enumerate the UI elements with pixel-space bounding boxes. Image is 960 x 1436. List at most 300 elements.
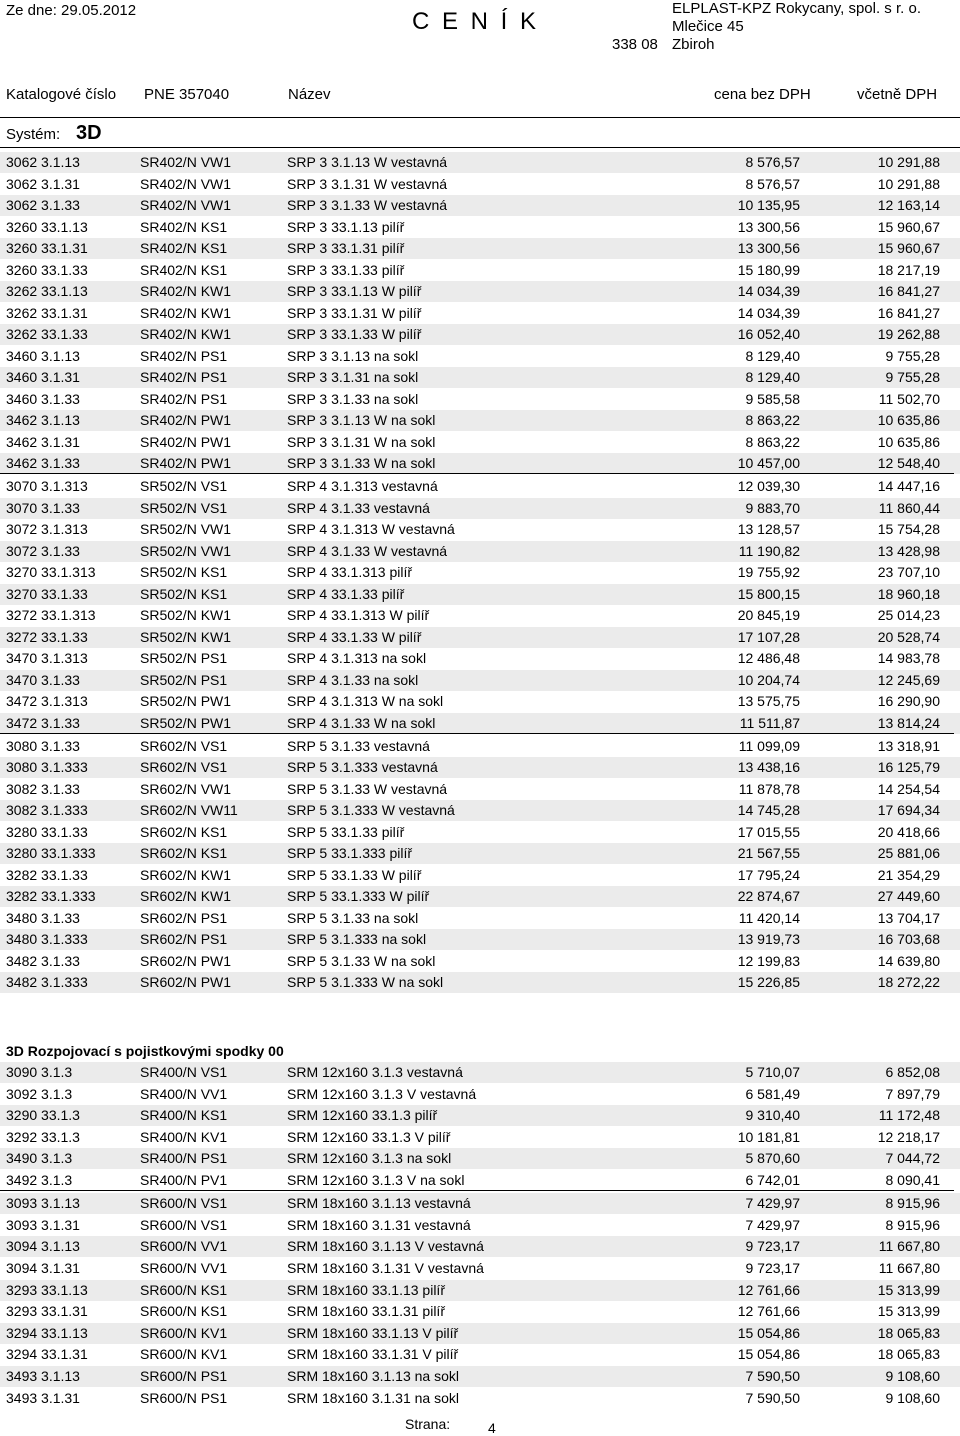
table-row (0, 1388, 960, 1409)
table-row (0, 584, 960, 605)
pne-code: SR402/N PS1 (140, 369, 228, 385)
price-with-vat: 14 254,54 (877, 780, 940, 797)
catalog-number: 3280 33.1.33 (6, 823, 88, 840)
product-name: SRP 3 33.1.33 W pilíř (287, 326, 422, 342)
table-row (0, 865, 960, 886)
table-row (0, 627, 960, 648)
pne-code: SR600/N VS1 (140, 1216, 228, 1233)
table-row (0, 281, 960, 302)
pne-code: SR602/N KW1 (140, 866, 232, 883)
product-name: SRP 3 3.1.13 na sokl (287, 347, 419, 364)
table-row (0, 1280, 960, 1301)
price-without-vat: 7 590,50 (745, 1389, 800, 1406)
price-without-vat: 9 585,58 (745, 390, 800, 407)
product-name: SRP 5 3.1.33 na sokl (287, 909, 419, 926)
table-row (0, 195, 960, 216)
price-without-vat: 11 420,14 (738, 909, 800, 926)
table-row (0, 757, 960, 778)
catalog-number: 3480 3.1.33 (6, 909, 80, 926)
product-name: SRP 5 3.1.333 na sokl (287, 931, 427, 947)
product-name: SRP 4 33.1.313 W pilíř (287, 607, 430, 623)
pne-code: SR502/N PS1 (140, 650, 228, 666)
catalog-number: 3460 3.1.31 (6, 369, 80, 385)
price-with-vat: 8 090,41 (885, 1172, 940, 1188)
catalog-number: 3492 3.1.3 (6, 1172, 73, 1188)
table-row (0, 800, 960, 821)
catalog-number: 3093 3.1.13 (6, 1195, 80, 1212)
table-row (0, 410, 960, 431)
price-with-vat: 18 065,83 (877, 1324, 940, 1341)
price-with-vat: 21 354,29 (877, 866, 940, 883)
group-divider (0, 473, 954, 474)
product-name: SRM 12x160 33.1.3 V pilíř (287, 1128, 451, 1145)
product-name: SRP 5 33.1.333 pilíř (287, 845, 413, 861)
catalog-number: 3462 3.1.13 (6, 412, 80, 428)
catalog-number: 3462 3.1.33 (6, 455, 80, 471)
price-without-vat: 12 039,30 (737, 478, 800, 494)
table-row (0, 1236, 960, 1257)
table-row (0, 217, 960, 238)
pne-code: SR602/N VS1 (140, 759, 228, 775)
catalog-number: 3080 3.1.333 (6, 759, 88, 775)
product-name: SRP 4 3.1.33 W vestavná (287, 542, 448, 559)
price-without-vat: 13 128,57 (737, 521, 800, 537)
catalog-number: 3490 3.1.3 (6, 1150, 73, 1167)
pne-code: SR502/N PS1 (140, 671, 228, 688)
price-without-vat: 11 099,09 (738, 737, 800, 754)
group-divider (0, 733, 954, 734)
price-with-vat: 15 754,28 (877, 521, 940, 537)
pne-code: SR600/N PS1 (140, 1389, 228, 1406)
price-without-vat: 17 015,55 (737, 823, 800, 840)
pne-code: SR602/N VW11 (140, 802, 238, 818)
price-with-vat: 18 065,83 (877, 1346, 940, 1363)
price-without-vat: 13 919,73 (737, 931, 800, 947)
catalog-number: 3482 3.1.33 (6, 952, 80, 969)
date-label: Ze dne: 29.05.2012 (6, 2, 137, 19)
catalog-number: 3094 3.1.13 (6, 1238, 80, 1255)
price-without-vat: 15 226,85 (737, 974, 800, 990)
price-without-vat: 8 576,57 (745, 154, 800, 170)
pne-code: SR402/N PS1 (140, 390, 228, 407)
catalog-number: 3470 3.1.313 (6, 650, 88, 666)
catalog-number: 3292 33.1.3 (6, 1128, 80, 1145)
catalog-number: 3460 3.1.13 (6, 347, 80, 364)
table-row (0, 498, 960, 519)
catalog-number: 3092 3.1.3 (6, 1085, 73, 1102)
product-name: SRP 3 33.1.31 W pilíř (287, 304, 422, 321)
pne-code: SR402/N KW1 (140, 283, 232, 299)
product-name: SRP 3 3.1.13 W vestavná (287, 154, 448, 170)
catalog-number: 3294 33.1.13 (6, 1324, 88, 1341)
price-without-vat: 14 745,28 (737, 802, 800, 818)
pne-code: SR600/N VV1 (140, 1259, 228, 1276)
price-with-vat: 10 635,86 (877, 412, 940, 428)
price-with-vat: 12 548,40 (877, 455, 940, 471)
price-with-vat: 12 218,17 (877, 1128, 940, 1145)
pne-code: SR602/N KW1 (140, 888, 232, 904)
pne-code: SR602/N KS1 (140, 845, 228, 861)
product-name: SRM 12x160 33.1.3 pilíř (287, 1107, 438, 1124)
product-name: SRM 18x160 33.1.31 V pilíř (287, 1346, 459, 1363)
product-name: SRP 5 3.1.333 W na sokl (287, 974, 444, 990)
table-row (0, 541, 960, 562)
pne-code: SR502/N PW1 (140, 714, 232, 731)
price-without-vat: 15 054,86 (737, 1346, 800, 1363)
product-name: SRP 4 3.1.33 na sokl (287, 671, 419, 688)
pne-code: SR402/N KS1 (140, 240, 228, 256)
catalog-number: 3062 3.1.13 (6, 154, 80, 170)
price-without-vat: 6 581,49 (745, 1085, 800, 1102)
pne-code: SR600/N KV1 (140, 1324, 228, 1341)
price-without-vat: 7 429,97 (745, 1195, 800, 1212)
table-row (0, 822, 960, 843)
catalog-number: 3070 3.1.313 (6, 478, 88, 494)
price-with-vat: 10 291,88 (877, 154, 940, 170)
price-with-vat: 10 635,86 (877, 433, 940, 450)
catalog-number: 3282 33.1.33 (6, 866, 88, 883)
pne-code: SR502/N VS1 (140, 478, 228, 494)
catalog-number: 3093 3.1.31 (6, 1216, 80, 1233)
price-with-vat: 25 014,23 (877, 607, 940, 623)
catalog-number: 3094 3.1.31 (6, 1259, 80, 1276)
price-without-vat: 8 863,22 (745, 433, 800, 450)
pne-code: SR502/N KS1 (140, 585, 228, 602)
table-row (0, 670, 960, 691)
catalog-number: 3082 3.1.333 (6, 802, 88, 818)
catalog-number: 3072 3.1.33 (6, 542, 80, 559)
table-row (0, 174, 960, 195)
pne-code: SR502/N VW1 (140, 521, 232, 537)
table-row (0, 152, 960, 173)
price-with-vat: 18 960,18 (877, 585, 940, 602)
product-name: SRM 12x160 3.1.3 V na sokl (287, 1172, 465, 1188)
catalog-number: 3472 3.1.33 (6, 714, 80, 731)
price-without-vat: 19 755,92 (737, 564, 800, 580)
price-without-vat: 13 300,56 (737, 218, 800, 235)
catalog-number: 3072 3.1.313 (6, 521, 88, 537)
product-name: SRP 5 3.1.333 vestavná (287, 759, 438, 775)
table-row (0, 562, 960, 583)
product-name: SRP 4 33.1.313 pilíř (287, 564, 413, 580)
document-title: C E N Í K (412, 8, 540, 35)
catalog-number: 3480 3.1.333 (6, 931, 88, 947)
price-with-vat: 9 755,28 (885, 369, 940, 385)
product-name: SRP 5 3.1.33 W vestavná (287, 780, 448, 797)
product-name: SRP 3 3.1.33 W vestavná (287, 197, 448, 213)
table-row (0, 1193, 960, 1214)
table-row (0, 367, 960, 388)
catalog-number: 3062 3.1.31 (6, 175, 80, 192)
price-with-vat: 9 108,60 (885, 1389, 940, 1406)
table-row (0, 1105, 960, 1126)
product-name: SRP 4 3.1.313 W vestavná (287, 521, 455, 537)
pne-code: SR402/N PW1 (140, 455, 232, 471)
system-rule (0, 147, 960, 148)
price-with-vat: 16 703,68 (877, 931, 940, 947)
product-name: SRP 5 33.1.33 pilíř (287, 823, 405, 840)
product-name: SRP 4 3.1.313 vestavná (287, 478, 438, 494)
catalog-number: 3462 3.1.31 (6, 433, 80, 450)
price-without-vat: 15 800,15 (737, 585, 800, 602)
product-name: SRP 4 3.1.313 na sokl (287, 650, 427, 666)
product-name: SRM 18x160 3.1.13 vestavná (287, 1195, 471, 1212)
catalog-number: 3260 33.1.13 (6, 218, 88, 235)
price-with-vat: 14 983,78 (877, 650, 940, 666)
table-row (0, 929, 960, 950)
price-with-vat: 8 915,96 (885, 1195, 940, 1212)
price-with-vat: 20 418,66 (877, 823, 940, 840)
table-row (0, 951, 960, 972)
company-zip: 338 08 (612, 36, 658, 53)
price-without-vat: 15 180,99 (737, 261, 800, 278)
price-without-vat: 21 567,55 (737, 845, 800, 861)
price-without-vat: 15 054,86 (737, 1324, 800, 1341)
table-row (0, 346, 960, 367)
pne-code: SR400/N PV1 (140, 1172, 228, 1188)
price-without-vat: 10 181,81 (737, 1128, 800, 1145)
price-with-vat: 11 667,80 (878, 1238, 940, 1255)
product-name: SRP 3 33.1.13 W pilíř (287, 283, 422, 299)
table-row (0, 1170, 960, 1191)
price-without-vat: 10 457,00 (737, 455, 800, 471)
product-name: SRP 5 3.1.33 vestavná (287, 737, 430, 754)
catalog-number: 3290 33.1.3 (6, 1107, 80, 1124)
price-without-vat: 11 878,78 (738, 780, 800, 797)
system-label: Systém: (6, 126, 61, 143)
price-with-vat: 15 960,67 (877, 218, 940, 235)
catalog-number: 3090 3.1.3 (6, 1064, 73, 1080)
product-name: SRP 4 33.1.33 pilíř (287, 585, 405, 602)
price-with-vat: 14 447,16 (877, 478, 940, 494)
price-with-vat: 17 694,34 (877, 802, 940, 818)
price-with-vat: 18 272,22 (877, 974, 940, 990)
table-row (0, 1323, 960, 1344)
product-name: SRP 3 33.1.33 pilíř (287, 261, 405, 278)
table-row (0, 519, 960, 540)
catalog-number: 3293 33.1.13 (6, 1281, 88, 1298)
catalog-number: 3294 33.1.31 (6, 1346, 88, 1363)
product-name: SRM 18x160 3.1.13 na sokl (287, 1367, 459, 1384)
price-without-vat: 12 761,66 (737, 1281, 800, 1298)
price-without-vat: 10 135,95 (737, 197, 800, 213)
table-row (0, 303, 960, 324)
price-with-vat: 20 528,74 (877, 628, 940, 645)
catalog-number: 3080 3.1.33 (6, 737, 80, 754)
pne-code: SR600/N VS1 (140, 1195, 228, 1212)
product-name: SRP 3 3.1.31 W na sokl (287, 433, 436, 450)
product-name: SRM 12x160 3.1.3 na sokl (287, 1150, 452, 1167)
product-name: SRP 5 33.1.33 W pilíř (287, 866, 422, 883)
table-row (0, 1127, 960, 1148)
catalog-number: 3460 3.1.33 (6, 390, 80, 407)
price-with-vat: 16 841,27 (877, 283, 940, 299)
price-with-vat: 13 704,17 (877, 909, 940, 926)
pne-code: SR600/N VV1 (140, 1238, 228, 1255)
pne-code: SR402/N KS1 (140, 218, 228, 235)
price-without-vat: 20 845,19 (737, 607, 800, 623)
price-with-vat: 18 217,19 (877, 261, 940, 278)
product-name: SRP 3 3.1.33 W na sokl (287, 455, 436, 471)
product-name: SRM 12x160 3.1.3 V vestavná (287, 1085, 477, 1102)
catalog-number: 3470 3.1.33 (6, 671, 80, 688)
pne-code: SR402/N VW1 (140, 154, 232, 170)
company-name: ELPLAST-KPZ Rokycany, spol. s r. o. (672, 0, 921, 17)
table-row (0, 1148, 960, 1169)
table-row (0, 238, 960, 259)
table-row (0, 1062, 960, 1083)
price-with-vat: 7 044,72 (885, 1150, 940, 1167)
product-name: SRP 5 3.1.33 W na sokl (287, 952, 436, 969)
pne-code: SR600/N KV1 (140, 1346, 228, 1363)
column-header-catalog: Katalogové číslo (6, 86, 117, 103)
price-without-vat: 12 486,48 (737, 650, 800, 666)
pne-code: SR400/N KV1 (140, 1128, 228, 1145)
table-row (0, 736, 960, 757)
price-with-vat: 16 841,27 (877, 304, 940, 321)
product-name: SRP 3 3.1.31 na sokl (287, 369, 419, 385)
price-without-vat: 17 795,24 (737, 866, 800, 883)
product-name: SRM 18x160 33.1.13 pilíř (287, 1281, 445, 1298)
price-without-vat: 14 034,39 (737, 304, 800, 321)
table-row (0, 648, 960, 669)
product-name: SRP 4 3.1.33 W na sokl (287, 714, 436, 731)
product-name: SRP 5 3.1.333 W vestavná (287, 802, 455, 818)
product-name: SRP 4 33.1.33 W pilíř (287, 628, 422, 645)
pne-code: SR402/N VW1 (140, 197, 232, 213)
price-without-vat: 13 438,16 (737, 759, 800, 775)
price-with-vat: 11 502,70 (878, 390, 940, 407)
column-header-price-vat: včetně DPH (857, 86, 938, 103)
price-without-vat: 14 034,39 (737, 283, 800, 299)
company-street: Mlečice 45 (672, 18, 744, 35)
price-without-vat: 7 429,97 (745, 1216, 800, 1233)
pne-code: SR402/N PW1 (140, 433, 232, 450)
table-row (0, 1301, 960, 1322)
pne-code: SR602/N PW1 (140, 952, 232, 969)
table-row (0, 260, 960, 281)
pne-code: SR402/N PW1 (140, 412, 232, 428)
pne-code: SR402/N KW1 (140, 326, 232, 342)
price-without-vat: 8 576,57 (745, 175, 800, 192)
price-with-vat: 15 313,99 (877, 1281, 940, 1298)
pne-code: SR502/N KW1 (140, 607, 232, 623)
pne-code: SR400/N PS1 (140, 1150, 228, 1167)
product-name: SRP 3 3.1.33 na sokl (287, 390, 419, 407)
table-row (0, 1084, 960, 1105)
pne-code: SR600/N PS1 (140, 1367, 228, 1384)
price-with-vat: 12 245,69 (877, 671, 940, 688)
pne-code: SR602/N KS1 (140, 823, 228, 840)
catalog-number: 3280 33.1.333 (6, 845, 96, 861)
catalog-number: 3482 3.1.333 (6, 974, 88, 990)
price-without-vat: 10 204,74 (737, 671, 800, 688)
price-without-vat: 13 575,75 (737, 693, 800, 709)
pne-code: SR602/N PS1 (140, 931, 228, 947)
pne-code: SR602/N VS1 (140, 737, 228, 754)
price-without-vat: 8 129,40 (745, 369, 800, 385)
catalog-number: 3272 33.1.33 (6, 628, 88, 645)
table-row (0, 1258, 960, 1279)
catalog-number: 3493 3.1.13 (6, 1367, 80, 1384)
product-name: SRM 18x160 3.1.31 na sokl (287, 1389, 459, 1406)
pne-code: SR600/N KS1 (140, 1303, 228, 1320)
price-without-vat: 22 874,67 (737, 888, 800, 904)
price-without-vat: 8 129,40 (745, 347, 800, 364)
product-name: SRP 4 3.1.33 vestavná (287, 499, 430, 516)
price-with-vat: 16 290,90 (877, 693, 940, 709)
group-divider (0, 1190, 954, 1191)
price-with-vat: 13 428,98 (877, 542, 940, 559)
table-row (0, 1344, 960, 1365)
price-without-vat: 6 742,01 (745, 1172, 800, 1188)
table-row (0, 389, 960, 410)
catalog-number: 3062 3.1.33 (6, 197, 80, 213)
product-name: SRM 18x160 3.1.31 vestavná (287, 1216, 471, 1233)
product-name: SRP 3 33.1.13 pilíř (287, 218, 405, 235)
catalog-number: 3260 33.1.33 (6, 261, 88, 278)
table-row (0, 713, 960, 734)
price-without-vat: 11 511,87 (739, 714, 800, 731)
pne-code: SR602/N PW1 (140, 974, 232, 990)
price-without-vat: 13 300,56 (737, 240, 800, 256)
price-with-vat: 10 291,88 (877, 175, 940, 192)
pne-code: SR602/N PS1 (140, 909, 228, 926)
pne-code: SR600/N KS1 (140, 1281, 228, 1298)
price-with-vat: 16 125,79 (877, 759, 940, 775)
product-name: SRP 3 3.1.13 W na sokl (287, 412, 436, 428)
price-without-vat: 8 863,22 (745, 412, 800, 428)
pne-code: SR502/N VS1 (140, 499, 228, 516)
price-with-vat: 11 860,44 (878, 499, 940, 516)
price-with-vat: 9 755,28 (885, 347, 940, 364)
table-row (0, 324, 960, 345)
pne-code: SR402/N KS1 (140, 261, 228, 278)
price-with-vat: 7 897,79 (885, 1085, 940, 1102)
pne-code: SR502/N PW1 (140, 693, 232, 709)
price-without-vat: 11 190,82 (738, 542, 800, 559)
catalog-number: 3270 33.1.33 (6, 585, 88, 602)
price-with-vat: 12 163,14 (877, 197, 940, 213)
catalog-number: 3282 33.1.333 (6, 888, 96, 904)
table-row (0, 972, 960, 993)
price-without-vat: 9 310,40 (745, 1107, 800, 1124)
page-label: Strana: (405, 1416, 451, 1432)
price-without-vat: 17 107,28 (737, 628, 800, 645)
catalog-number: 3472 3.1.313 (6, 693, 88, 709)
product-name: SRP 5 33.1.333 W pilíř (287, 888, 430, 904)
price-with-vat: 6 852,08 (885, 1064, 940, 1080)
pne-code: SR402/N PS1 (140, 347, 228, 364)
pne-code: SR502/N KW1 (140, 628, 232, 645)
pne-code: SR400/N VV1 (140, 1085, 228, 1102)
price-with-vat: 23 707,10 (877, 564, 940, 580)
column-header-pne: PNE 357040 (144, 86, 230, 103)
catalog-number: 3262 33.1.33 (6, 326, 88, 342)
price-without-vat: 9 723,17 (745, 1238, 800, 1255)
table-row (0, 605, 960, 626)
table-row (0, 476, 960, 497)
product-name: SRP 3 33.1.31 pilíř (287, 240, 405, 256)
page-number: 4 (488, 1420, 496, 1436)
price-with-vat: 11 172,48 (878, 1107, 940, 1124)
column-header-price: cena bez DPH (714, 86, 811, 103)
table-row (0, 1366, 960, 1387)
pne-code: SR402/N KW1 (140, 304, 232, 321)
product-name: SRM 12x160 3.1.3 vestavná (287, 1064, 463, 1080)
pne-code: SR400/N KS1 (140, 1107, 228, 1124)
product-name: SRM 18x160 33.1.13 V pilíř (287, 1324, 459, 1341)
